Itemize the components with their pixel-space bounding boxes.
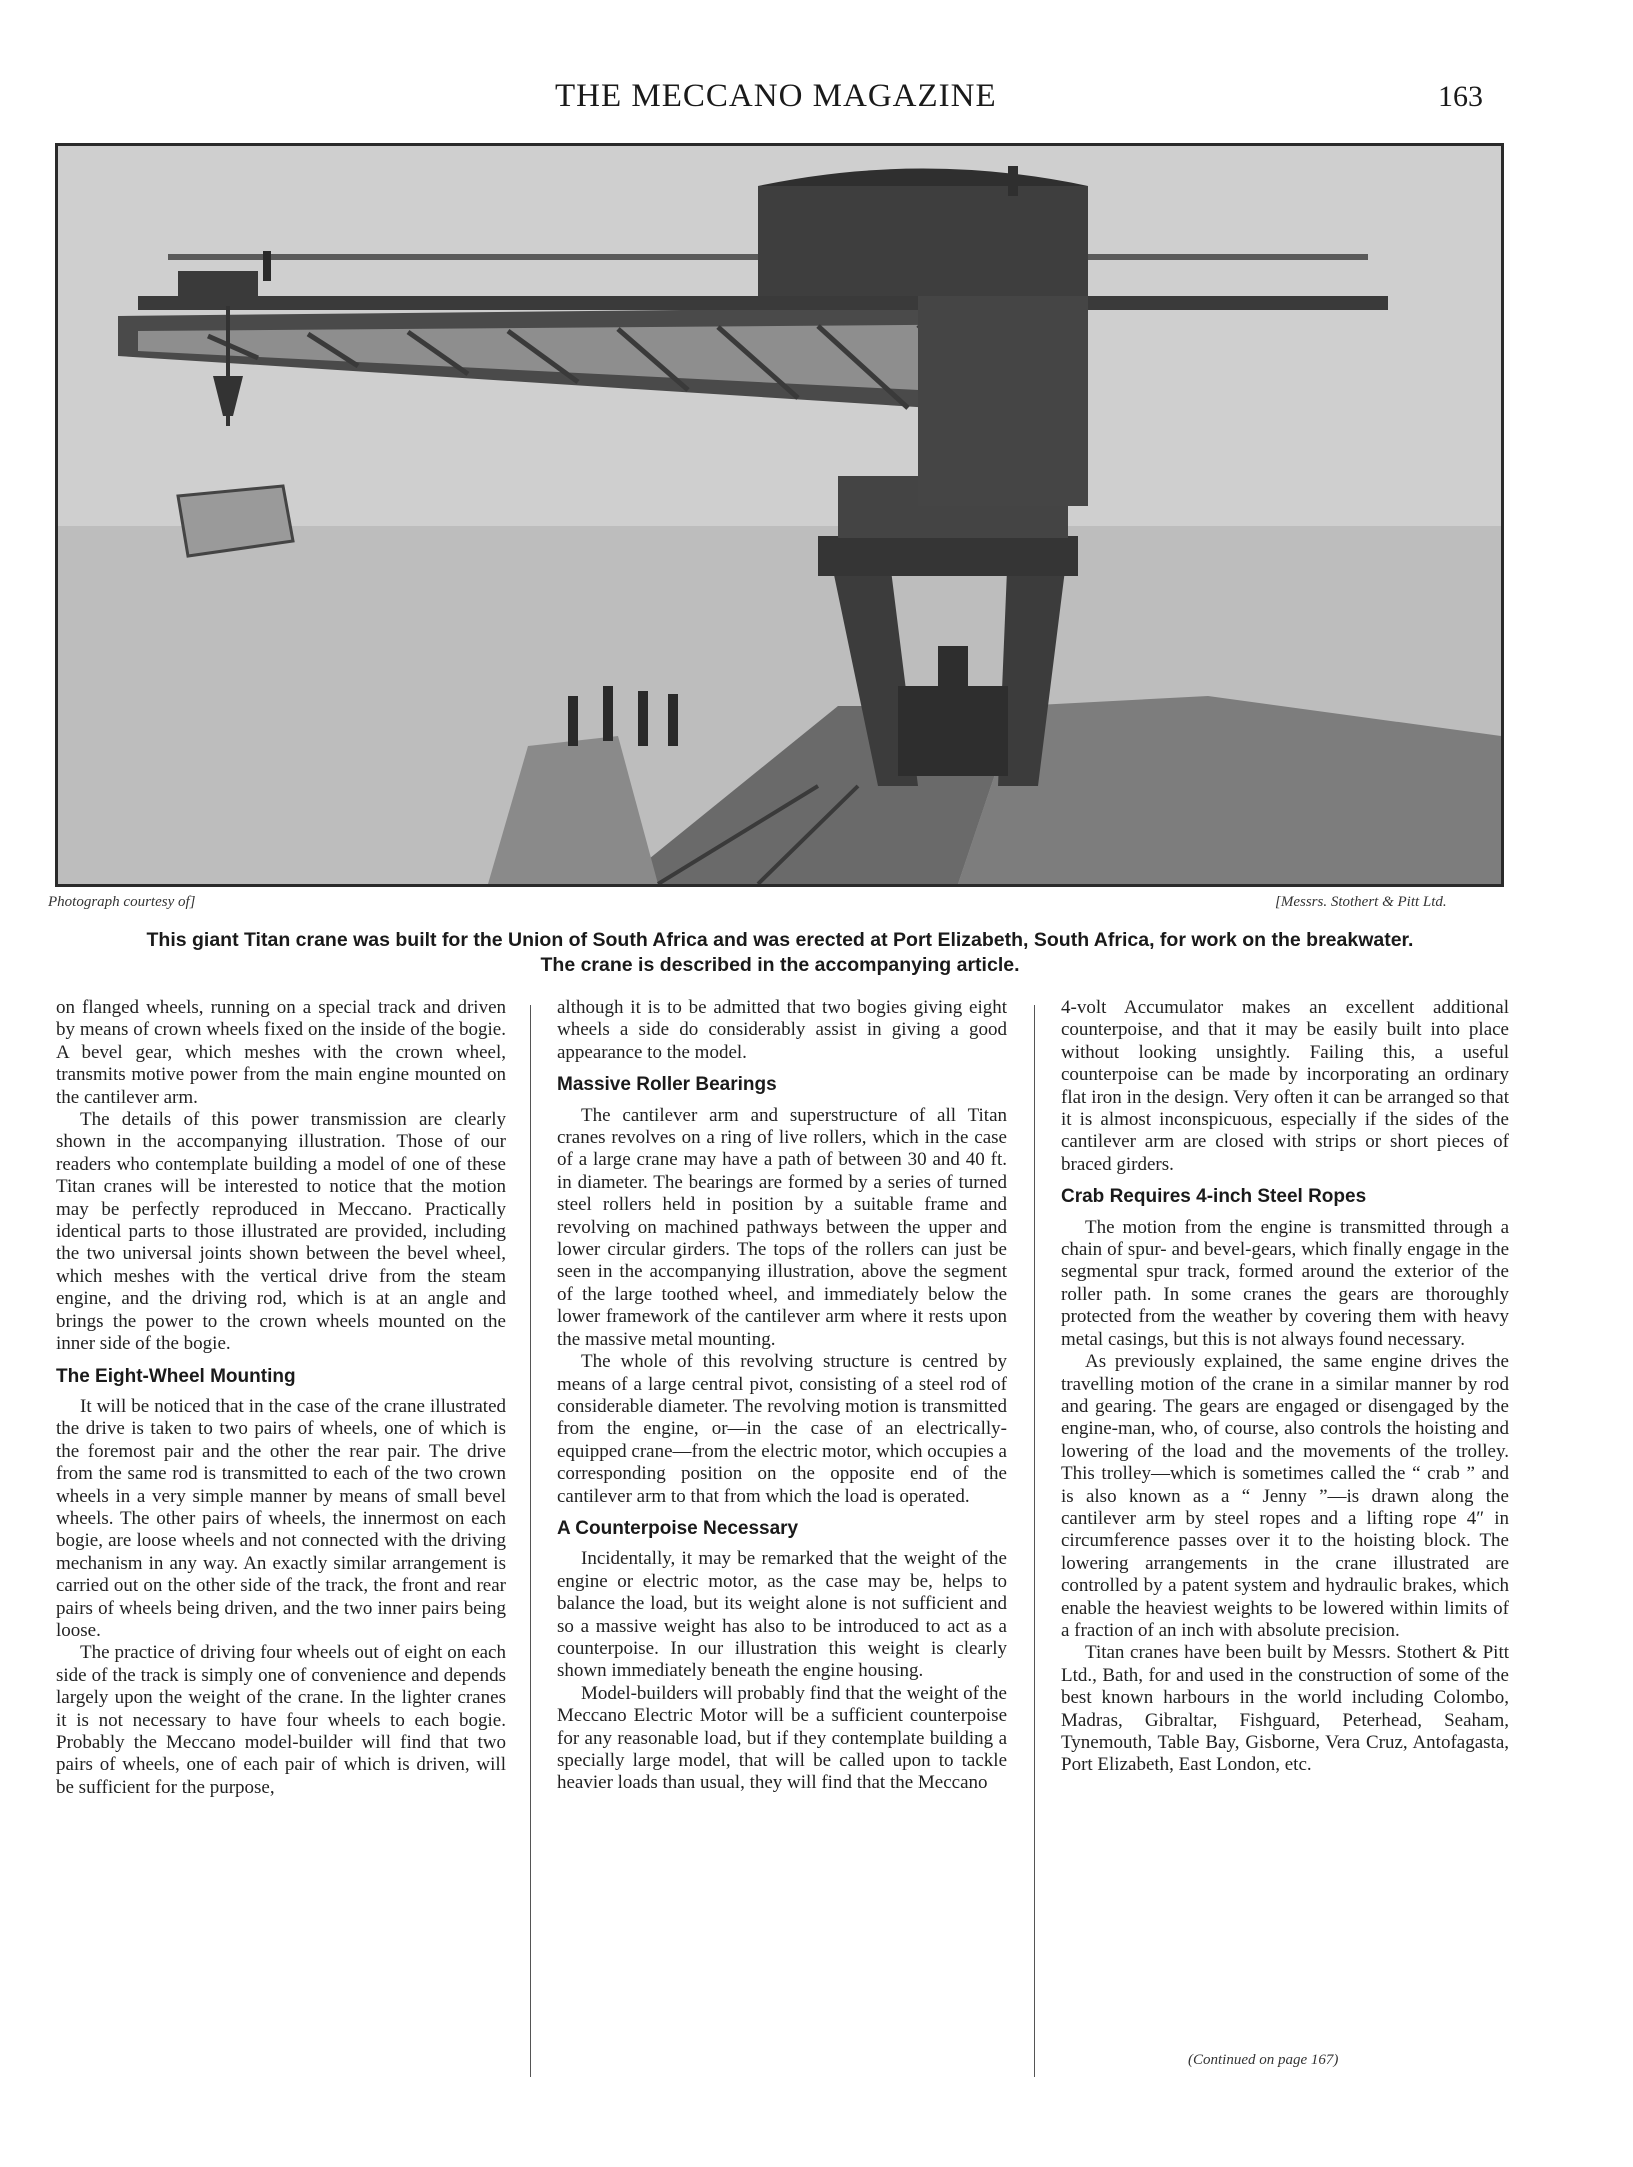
section-heading: A Counterpoise Necessary (557, 1517, 799, 1539)
page-number: 163 (1438, 80, 1483, 113)
section-heading: The Eight-Wheel Mounting (56, 1365, 296, 1387)
caption-line-1: This giant Titan crane was built for the Union of South Africa and was erected at Port Elizabeth, South Africa, for work on the breakwater. (146, 929, 1414, 951)
paragraph: The details of this power transmission are clearly shown in the accompanying illustration. Those of our readers who contemplate building a model of one of these Titan cranes will be interested to notice that the motion may be perfectly reproduced in Meccano. Practically identical parts to those illustrated are provided, including the two universal joints shown between the bevel wheel, which meshes with the vertical drive from the steam engine, and the driving rod, which is at an angle and brings the power to the crown wheels mounted on the inner side of the bogie. (56, 1109, 506, 1355)
section-heading: Crab Requires 4-inch Steel Ropes (1061, 1186, 1367, 1208)
paragraph: It will be noticed that in the case of the crane illustrated the drive is taken to two pairs of wheels, one of which is the foremost pair and the other the rear pair. The drive from the same rod is transmitted to each of the two crown wheels in a very simple manner by means of small bevel wheels. The other pairs of wheels, the innermost on each bogie, are loose wheels and not connected with the driving mechanism in any way. An exactly similar arrangement is carried out on the other side of the track, the front and rear pairs of wheels being driven, and the two inner pairs being loose. (56, 1395, 506, 1641)
paragraph: although it is to be admitted that two bogies giving eight wheels a side do considerably assist in giving a good appearance to the model. (557, 997, 1007, 1063)
paragraph: The motion from the engine is transmitted through a chain of spur- and bevel-gears, which finally engage in the segmental spur track, formed around the exterior of the roller path. In some cranes the gears are thoroughly protected from the weather by covering them with heavy metal casings, but this is not always found necessary. (1061, 1216, 1509, 1350)
continued-note: (Continued on page 167) (1188, 2052, 1339, 2068)
caption-line-2: The crane is described in the accompanying article. (540, 954, 1020, 976)
paragraph: The whole of this revolving structure is centred by means of a large central pivot, consisting of a steel rod of considerable diameter. The revolving motion is transmitted from the engine, or—in the case of an electrically-equipped crane—from the electric motor, which occupies a corresponding position on the opposite end of the cantilever arm to that from which the load is operated. (557, 1351, 1007, 1507)
article-column-2 (557, 997, 1007, 2077)
article-column-1 (56, 997, 506, 2077)
magazine-title: THE MECCANO MAGAZINE (555, 78, 997, 114)
paragraph: Model-builders will probably find that the weight of the Meccano Electric Motor will be a sufficient counterpoise for any reasonable load, but if they contemplate building a specially large model, that will be called upon to tackle heavier loads than usual, they will find that the Meccano (557, 1682, 1007, 1794)
article-column-3 (1061, 997, 1509, 2077)
paragraph: Incidentally, it may be remarked that the weight of the engine or electric motor, as the case may be, helps to balance the load, but its weight alone is not sufficient and so a massive weight has also to be introduced to act as a counterpoise. In our illustration this weight is clearly shown immediately beneath the engine housing. (557, 1548, 1007, 1682)
paragraph: 4-volt Accumulator makes an excellent additional counterpoise, and that it may be easily built into place without looking unsightly. Failing this, a useful counterpoise can be made by incorporating an ordinary flat iron in the design. Very often it can be arranged so that it is almost inconspicuous, especially if the sides of the cantilever arm are closed with strips or short pieces of braced girders. (1061, 997, 1509, 1175)
column-divider (530, 1005, 531, 2077)
photo-credit-right: [Messrs. Stothert & Pitt Ltd. (1275, 894, 1447, 910)
crane-photograph (55, 143, 1504, 887)
photo-caption (50, 928, 1510, 978)
photo-credit-left: Photograph courtesy of] (48, 894, 196, 910)
paragraph: The practice of driving four wheels out of eight on each side of the track is simply one of convenience and depends largely upon the weight of the crane. In the lighter cranes it is not necessary to have four wheels to each bogie. Probably the Meccano model-builder will find that two pairs of wheels, one of each pair of which is driven, will be sufficient for the purpose, (56, 1642, 506, 1798)
page-header (0, 78, 1633, 126)
section-heading: Massive Roller Bearings (557, 1074, 777, 1096)
paragraph: Titan cranes have been built by Messrs. Stothert & Pitt Ltd., Bath, for and used in the construction of some of the best known harbours in the world including Colombo, Madras, Gibraltar, Fishguard, Peterhead, Seaham, Tynemouth, Table Bay, Gisborne, Vera Cruz, Antofagasta, Port Elizabeth, East London, etc. (1061, 1642, 1509, 1776)
paragraph: on flanged wheels, running on a special track and driven by means of crown wheels fixed on the inside of the bogie. A bevel gear, which meshes with the crown wheel, transmits motive power from the main engine mounted on the cantilever arm. (56, 997, 506, 1108)
crane-illustration (58, 146, 1501, 884)
paragraph: As previously explained, the same engine drives the travelling motion of the crane in a similar manner by rod and gearing. The gears are engaged or disengaged by the engine-man, who, of course, also controls the hoisting and lowering of the load and the movements of the trolley. This trolley—which is sometimes called the “ crab ” and is also known as a “ Jenny ”—is drawn along the cantilever arm by steel ropes and a lifting rope 4″ in circumference passes over it to the hoisting block. The lowering arrangements in the crane illustrated are controlled by a patent system and hydraulic brakes, which enable the heaviest weights to be lowered within limits of a fraction of an inch with absolute precision. (1061, 1351, 1509, 1641)
paragraph: The cantilever arm and superstructure of all Titan cranes revolves on a ring of live rollers, which in the case of a large crane may have a path of between 30 and 40 ft. in diameter. The bearings are formed by a series of turned steel rollers held in position by a suitable frame and revolving on machined pathways between the upper and lower circular girders. The tops of the rollers can just be seen in the accompanying illustration, above the segment of the large toothed wheel, and immediately below the lower framework of the cantilever arm where it rests upon the massive metal mounting. (557, 1104, 1007, 1350)
column-divider (1034, 1005, 1035, 2077)
